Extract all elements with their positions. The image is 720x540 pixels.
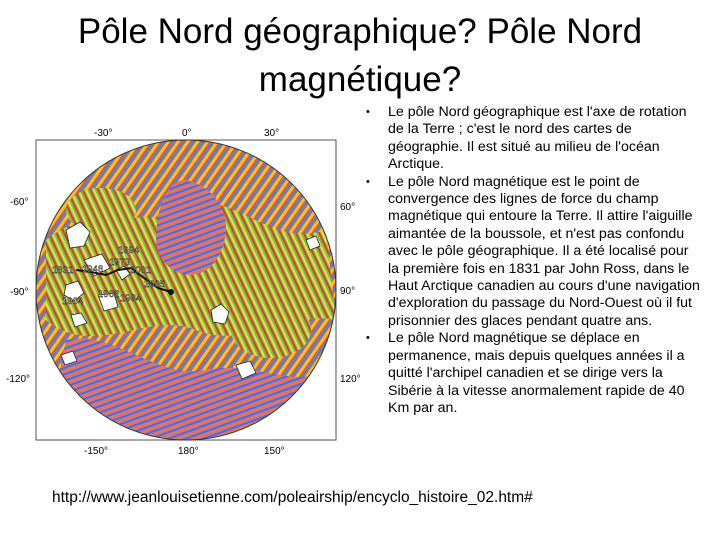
map-label-left-1: -60° (10, 197, 29, 208)
bullet-dot: • (366, 332, 370, 345)
map-label-right-1: 60° (340, 202, 356, 213)
bullet-list (362, 104, 702, 417)
bullet-dot: • (366, 106, 370, 118)
source-url[interactable]: http://www.jeanlouisetienne.com/poleairship/encyclo_histoire_02.htm# (52, 489, 533, 506)
year-label: 1984 (120, 293, 142, 304)
map-label-top-1: -30° (94, 128, 113, 139)
year-label: 1831 (52, 265, 74, 276)
year-label: 1904 (62, 296, 84, 307)
bullet-text: Le pôle Nord magnétique se déplace en permanence, mais depuis quelques années il a quitté l'archipel canadien et se dirige vers la Sibérie à la vitesse anormalement rapide de 40 Km par an. (388, 330, 685, 416)
map-label-top-3: 30° (264, 128, 280, 139)
year-label: 1962 (98, 289, 120, 300)
map-label-bottom-2: 180° (178, 446, 199, 457)
map-label-left-3: -120° (6, 374, 31, 385)
map-label-right-3: 120° (340, 374, 361, 385)
year-label: 2001 (130, 265, 152, 276)
map-label-bottom-3: 150° (264, 446, 285, 457)
slide-title: Pôle Nord géographique? Pôle Nord magnétique? (77, 12, 643, 99)
arctic-map-figure (6, 120, 366, 465)
year-label: 1994 (118, 245, 140, 256)
map-label-bottom-1: -150° (84, 446, 109, 457)
bullet-item (362, 330, 702, 417)
bullet-text: Le pôle Nord géographique est l'axe de rotation de la Terre ; c'est le nord des cartes de géographie. Il est situé au milieu de l'océan Arctique. (388, 104, 687, 173)
year-label: 1973 (109, 257, 131, 268)
bullet-item (362, 104, 702, 174)
arctic-magnetic-map (6, 120, 366, 465)
bullet-item (362, 174, 702, 331)
year-label: 2005 (144, 279, 166, 290)
year-label: 1948 (82, 264, 104, 275)
bullet-dot: • (366, 175, 370, 188)
bullet-text: Le pôle Nord magnétique est le point de convergence des lignes de force du champ magnétique qui entoure la Terre. Il attire l'aiguille aimantée de la boussole, et n'est pas confondu avec le pôle géographique. Il a été localisé pour la première fois en 1831 par John Ross, dans le Haut Arctique canadien au cours d'une navigation d'exploration du passage du Nord-Ouest où il fut prisonnier des glaces pendant quatre ans. (388, 173, 700, 329)
map-label-right-2: 90° (340, 286, 356, 297)
map-label-left-2: -90° (10, 287, 29, 298)
map-label-top-2: 0° (182, 128, 192, 139)
